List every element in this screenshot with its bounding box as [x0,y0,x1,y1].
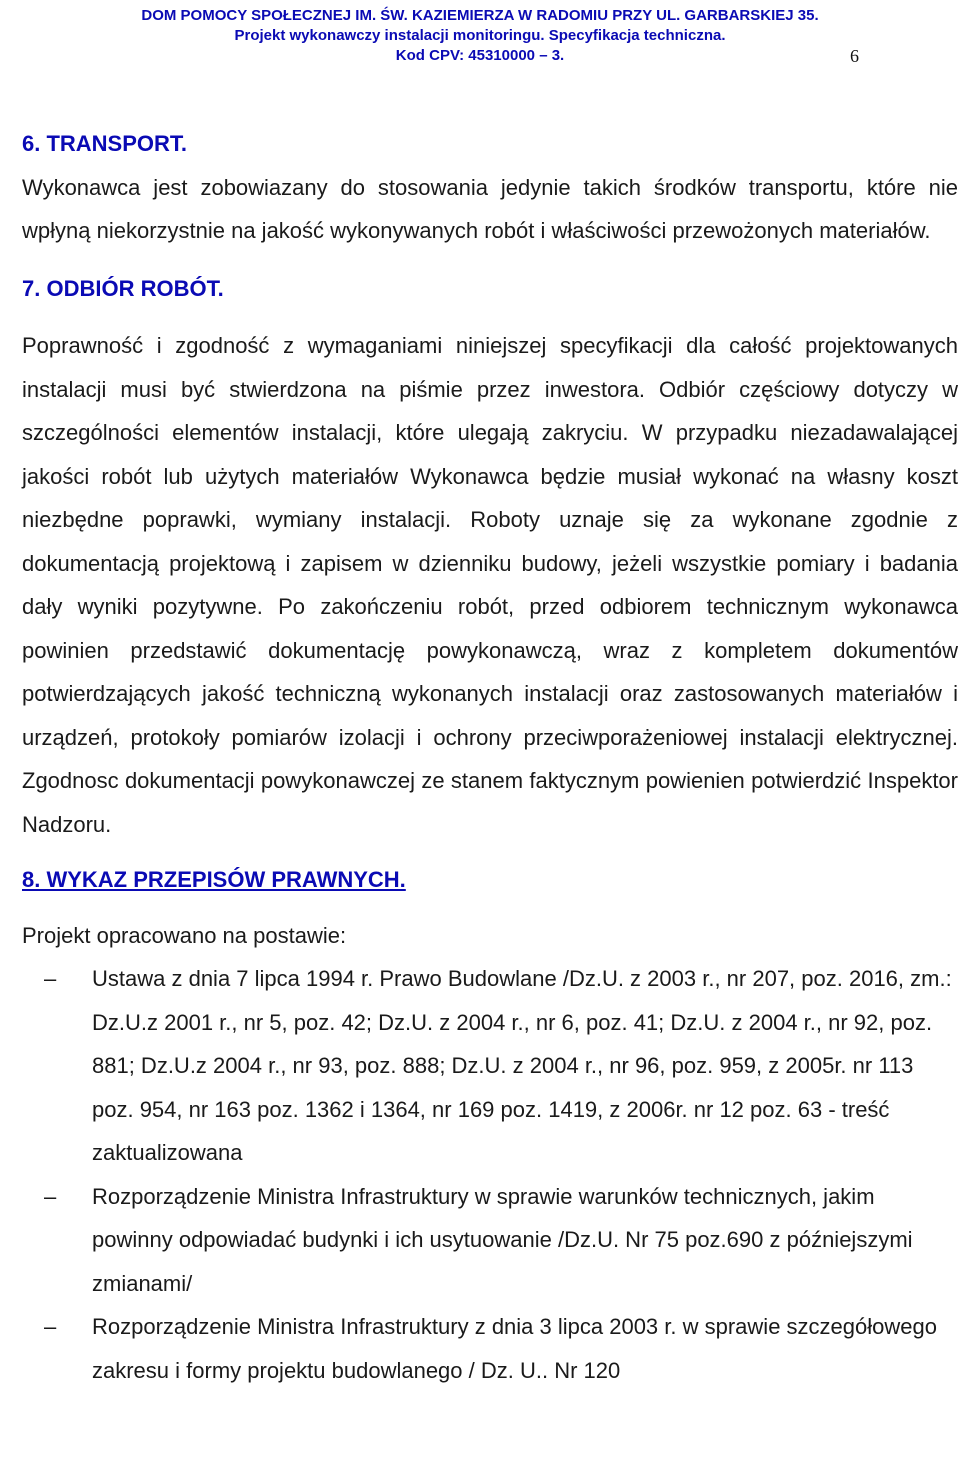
list-item-text: Rozporządzenie Ministra Infrastruktury z dnia 3 lipca 2003 r. w sprawie szczegółowego zakresu i formy projektu budowlanego / Dz. U.. Nr 120 [92,1314,937,1383]
header-project-title: Projekt wykonawczy instalacji monitoringu. Specyfikacja techniczna. [234,27,726,44]
legal-basis-list [22,957,958,1392]
header-cpv-code: Kod CPV: 45310000 – 3. [395,47,565,64]
list-item [22,957,958,1175]
header-institution: DOM POMOCY SPOŁECZNEJ IM. ŚW. KAZIEMIERZA W RADOMIU PRZY UL. GARBARSKIEJ 35. [141,7,819,24]
document-header [0,6,960,66]
dash-bullet: – [44,966,57,991]
page-number: 6 [850,46,859,66]
section-6-heading: 6. TRANSPORT. [22,131,188,156]
list-item-text: Rozporządzenie Ministra Infrastruktury w sprawie warunków technicznych, jakim powinny odpowiadać budynki i ich usytuowanie /Dz.U. Nr 75 poz.690 z późniejszymi zmianami/ [92,1183,913,1296]
section-7-text: Poprawność i zgodność z wymaganiami niniejszej specyfikacji dla całość projektowanych instalacji musi być stwierdzona na piśmie przez inwestora. Odbiór częściowy dotyczy w szczególności elementów instalacji, które ulegają zakryciu. W przypadku niezadawalającej jakości robót lub użytych materiałów Wykonawca będzie musiał wykonać na własny koszt niezbędne poprawki, wymiany instalacji. Roboty uznaje się za wykonane zgodnie z dokumentacją projektową i zapisem w dzienniku budowy, jeżeli wszystkie pomiary i badania dały wyniki pozytywne. Po zakończeniu robót, przed odbiorem technicznym wykonawca powinien przedstawić dokumentację powykonawczą, wraz z kompletem dokumentów potwierdzających jakość techniczną wykonanych instalacji oraz zastosowanych materiałów i urządzeń, protokoły pomiarów izolacji i ochrony przeciwporażeniowej instalacji elektrycznej. Zgodnosc dokumentacji powykonawczej ze stanem faktycznym powienien potwierdzić Inspektor Nadzoru. [22,333,958,837]
dash-bullet: – [44,1183,57,1209]
list-item [22,1175,958,1306]
section-7-heading: 7. ODBIÓR ROBÓT. [22,275,224,301]
section-6-text: Wykonawca jest zobowiazany do stosowania jedynie takich środków transportu, które nie wpłyną niekorzystnie na jakość wykonywanych robót i właściwości przewożonych materiałów. [22,174,958,243]
section-8-heading: 8. WYKAZ PRZEPISÓW PRAWNYCH. [22,867,406,892]
section-8-intro: Projekt opracowano na postawie: [22,922,347,948]
list-item-text: Ustawa z dnia 7 lipca 1994 r. Prawo Budowlane /Dz.U. z 2003 r., nr 207, poz. 2016, zm.: Dz.U.z 2001 r., nr 5, poz. 42; Dz.U. z 2004 r., nr 6, poz. 41; Dz.U. z 2004 r., nr 92, poz. 881; Dz.U.z 2004 r., nr 93, poz. 888; Dz.U. z 2004 r., nr 96, poz. 959, z 2005r. nr 113 poz. 954, nr 163 poz. 1362 i 1364, nr 169 poz. 1419, z 2006r. nr 12 poz. 63 - treść zaktualizowana [92,966,952,1165]
dash-bullet: – [44,1314,57,1339]
document-body [22,122,958,1392]
list-item [22,1305,958,1392]
